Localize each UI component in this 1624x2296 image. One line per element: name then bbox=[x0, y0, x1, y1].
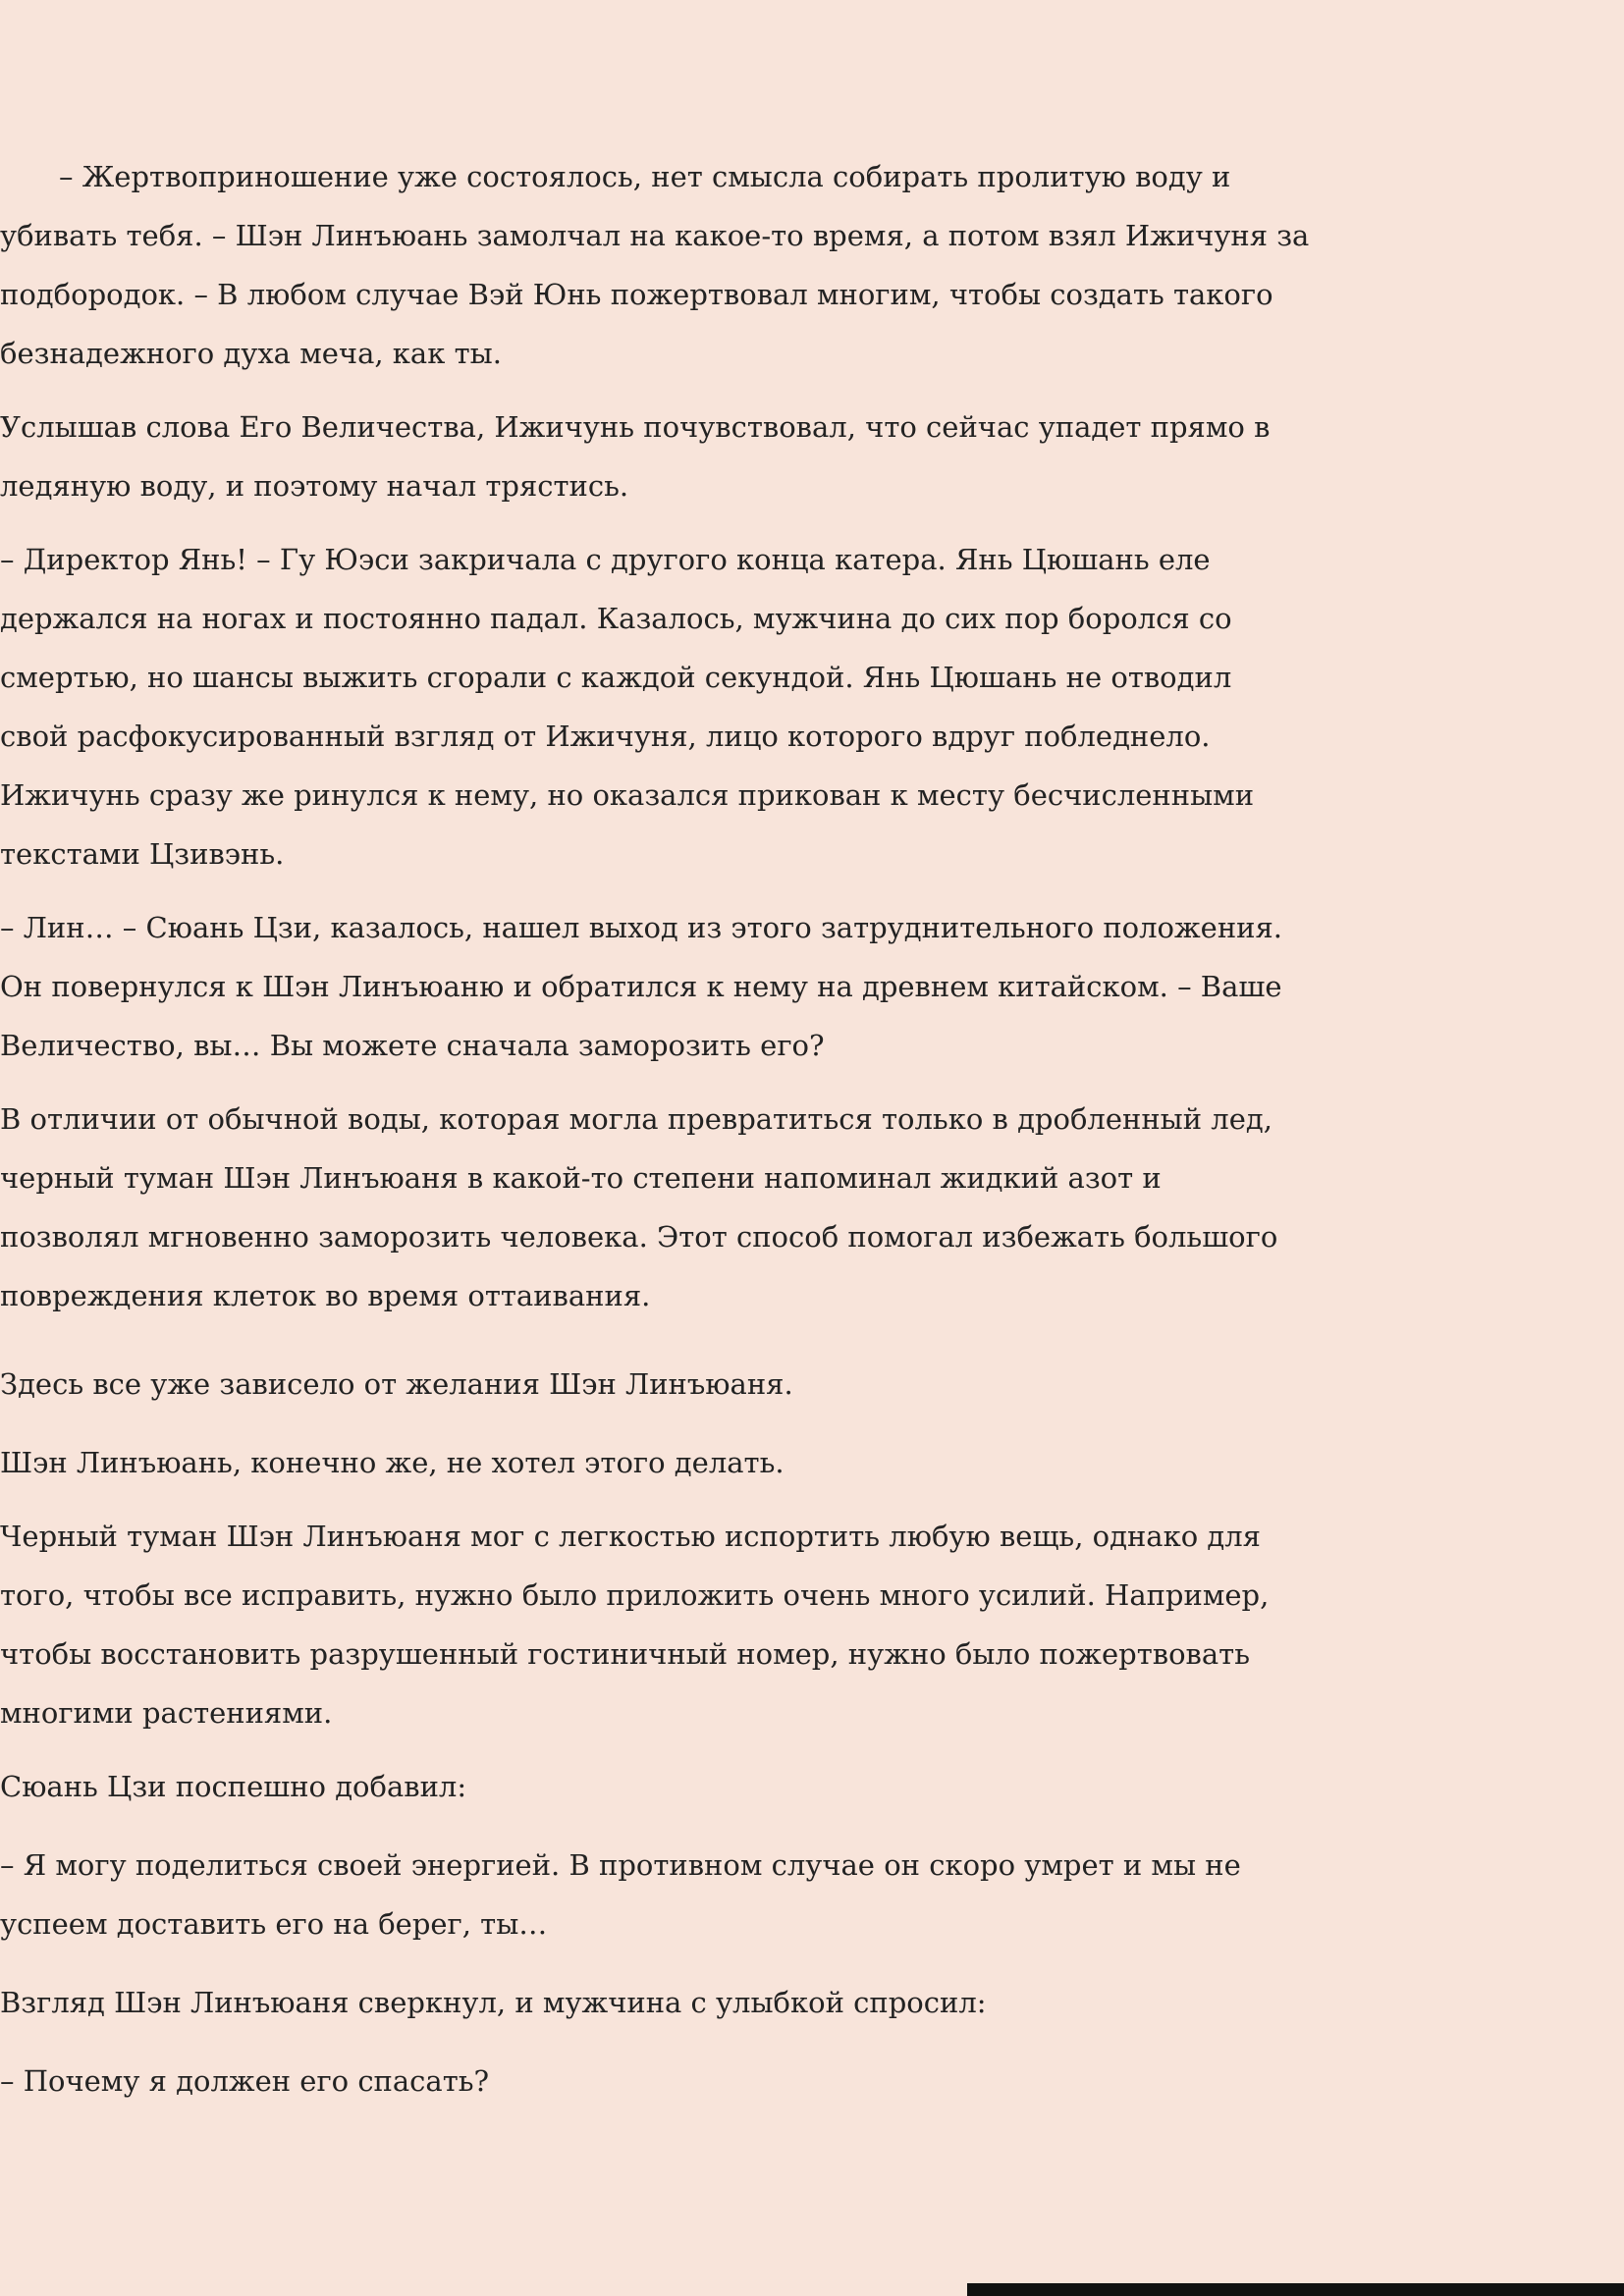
paragraph-9 bbox=[0, 1757, 1624, 1816]
paragraph-8 bbox=[0, 1507, 1624, 1742]
paragraph-11 bbox=[0, 1973, 1624, 2032]
paragraph-line: чтобы восстановить разрушенный гостиничный номер, нужно было пожертвовать bbox=[0, 1637, 1250, 1671]
paragraph-line: Сюань Цзи поспешно добавил: bbox=[0, 1770, 467, 1803]
paragraph-line: смертью, но шансы выжить сгорали с каждой секундой. Янь Цюшань не отводил bbox=[0, 661, 1232, 694]
paragraph-line: Взгляд Шэн Линъюаня сверкнул, и мужчина с улыбкой спросил: bbox=[0, 1986, 987, 2019]
paragraph-line: Здесь все уже зависело от желания Шэн Линъюаня. bbox=[0, 1367, 793, 1401]
paragraph-3 bbox=[0, 530, 1624, 883]
paragraph-line: черный туман Шэн Линъюаня в какой-то степени напоминал жидкий азот и bbox=[0, 1161, 1162, 1195]
paragraph-line: держался на ногах и постоянно падал. Казалось, мужчина до сих пор боролся со bbox=[0, 602, 1232, 635]
paragraph-line: Ижичунь сразу же ринулся к нему, но оказался прикован к месту бесчисленными bbox=[0, 778, 1255, 812]
paragraph-line: Шэн Линъюань, конечно же, не хотел этого делать. bbox=[0, 1446, 785, 1479]
paragraph-line: подбородок. – В любом случае Вэй Юнь пожертвовал многим, чтобы создать такого bbox=[0, 278, 1273, 311]
paragraph-10 bbox=[0, 1836, 1624, 1953]
paragraph-12 bbox=[0, 2052, 1624, 2110]
paragraph-line: – Жертвоприношение уже состоялось, нет смысла собирать пролитую воду и bbox=[59, 160, 1231, 193]
paragraph-line: Черный туман Шэн Линъюаня мог с легкостью испортить любую вещь, однако для bbox=[0, 1520, 1261, 1553]
paragraph-line: – Почему я должен его спасать? bbox=[0, 2064, 490, 2098]
paragraph-line: – Лин… – Сюань Цзи, казалось, нашел выход из этого затруднительного положения. bbox=[0, 911, 1283, 944]
paragraph-line: Величество, вы… Вы можете сначала заморозить его? bbox=[0, 1029, 825, 1062]
paragraph-line: безнадежного духа меча, как ты. bbox=[0, 337, 502, 370]
paragraph-1 bbox=[0, 147, 1624, 383]
paragraph-line: того, чтобы все исправить, нужно было приложить очень много усилий. Например, bbox=[0, 1578, 1270, 1612]
paragraph-2 bbox=[0, 398, 1624, 515]
paragraph-line: повреждения клеток во время оттаивания. bbox=[0, 1279, 651, 1312]
paragraph-line: – Я могу поделиться своей энергией. В противном случае он скоро умрет и мы не bbox=[0, 1848, 1241, 1882]
paragraph-line: – Директор Янь! – Гу Юэси закричала с другого конца катера. Янь Цюшань еле bbox=[0, 543, 1211, 576]
paragraph-7 bbox=[0, 1433, 1624, 1492]
bottom-edge-bar bbox=[967, 2283, 1624, 2296]
paragraph-line: успеем доставить его на берег, ты… bbox=[0, 1907, 548, 1941]
paragraph-line: многими растениями. bbox=[0, 1696, 333, 1730]
paragraph-line: текстами Цзивэнь. bbox=[0, 837, 285, 871]
paragraph-line: убивать тебя. – Шэн Линъюань замолчал на какое-то время, а потом взял Ижичуня за bbox=[0, 219, 1310, 252]
paragraph-line: свой расфокусированный взгляд от Ижичуня, лицо которого вдруг побледнело. bbox=[0, 720, 1211, 753]
paragraph-5 bbox=[0, 1090, 1624, 1325]
paragraph-6 bbox=[0, 1355, 1624, 1414]
paragraph-line: позволял мгновенно заморозить человека. Этот способ помогал избежать большого bbox=[0, 1220, 1278, 1254]
paragraph-line: Он повернулся к Шэн Линъюаню и обратился к нему на древнем китайском. – Ваше bbox=[0, 970, 1282, 1003]
paragraph-line: ледяную воду, и поэтому начал трястись. bbox=[0, 469, 629, 503]
paragraph-line: Услышав слова Его Величества, Ижичунь почувствовал, что сейчас упадет прямо в bbox=[0, 410, 1271, 444]
paragraph-4 bbox=[0, 898, 1624, 1075]
paragraph-line: В отличии от обычной воды, которая могла превратиться только в дробленный лед, bbox=[0, 1102, 1272, 1136]
